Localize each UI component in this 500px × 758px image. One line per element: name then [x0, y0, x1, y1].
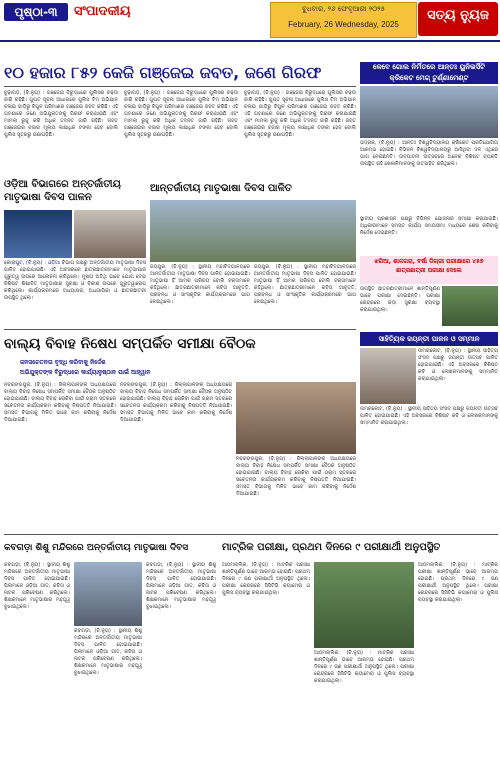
lead-headline: ୧୦ ହଜାର ୮୫୨ କେଜି ଗଞ୍ଜେଇ ଜବତ, ଜଣେ ଗିରଫ	[4, 63, 322, 82]
exam-centre-photo	[314, 562, 414, 648]
cultural-body-top: ଉମରକୋଟ, (ବି.ନ୍ୟୁ) : ସ୍ଥାନୀୟ ସାହିତ୍ୟ ସଂସଦ ପକ୍ଷରୁ ଜୟନ୍ତୀ ଉତ୍ସବ ପାଳିତ ହୋଇଯାଇଛି। ଏହି ଅବସରରେ ବିଶିଷ୍ଟ କବି ଓ ଲେଖକମାନଙ୍କୁ ସମ୍ମାନିତ କରାଯାଇଥିଲା।	[418, 348, 498, 382]
masthead	[0, 0, 500, 40]
divider	[4, 329, 356, 330]
date-box	[270, 2, 417, 38]
cultural-headline: ସାହିତ୍ୟିକ ଜୟନ୍ତୀ ପାଳନ ଓ ସମ୍ମାନ	[360, 332, 498, 346]
school-body-col2: କବଗଡ଼ା, (ବି.ନ୍ୟୁ) : ସ୍ଥାନୀୟ ଶିଶୁ ମନ୍ଦିରରେ ଅନ୍ତର୍ଜାତୀୟ ମାତୃଭାଷା ଦିବସ ପାଳିତ ହୋଇଯାଇଛି। ପିଲାମାନେ ଓଡ଼ିଆ ଗୀତ, କବିତା ଓ ନାଟକ ପରିବେଷଣ କରିଥିଲେ। ଶିକ୍ଷକମାନେ ମାତୃଭାଷାର ମହତ୍ତ୍ୱ ବୁଝାଇଥିଲେ।	[74, 628, 142, 676]
page-number-tab: ପୃଷ୍ଠା-୩	[4, 3, 68, 21]
exam-right-headline: ଝରିଆ, ଶାଳଗରା, ବର୍ଷା ଡିଗ୍ରୀ ପରୀକ୍ଷାରେ ୪୫୭ ଛାତ୍ରଛାତ୍ରୀ ପରୀକ୍ଷା ଦେଲେ	[374, 258, 484, 274]
lead-body-col2: ବୁଢ଼ାଗଡ଼, (ବି.ନ୍ୟୁ) : ଗଞ୍ଜେଇ ବିରୁଦ୍ଧରେ ପୁଲିସର ଚଢ଼ଉ ଜାରି ରହିଛି। ଗୁପ୍ତ ସୂଚନା ଆଧାରରେ ପୁଲିସ ଟିମ୍ ଅଭିଯାନ ଚଳାଇ ଗାଡ଼ିରୁ ବିପୁଳ ପରିମାଣର ଗଞ୍ଜେଇ ଜବତ କରିଛି। ଏହି ଘଟଣାରେ ଜଣେ ଅଭିଯୁକ୍ତଙ୍କୁ ଗିରଫ କରାଯାଇଛି ଏବଂ ମାମଲା ରୁଜୁ କରି ଅଧିକ ତଦନ୍ତ ଜାରି ରହିଛି। ଜବତ ଗଞ୍ଜେଇର ବଜାର ମୂଲ୍ୟ ଲକ୍ଷାଧିକ ଟଙ୍କା ହେବ ବୋଲି ପୁଲିସ ସୂତ୍ରରୁ ଜଣାପଡ଼ିଛି।	[124, 90, 238, 138]
lead-body-col3: ବୁଢ଼ାଗଡ଼, (ବି.ନ୍ୟୁ) : ଗଞ୍ଜେଇ ବିରୁଦ୍ଧରେ ପୁଲିସର ଚଢ଼ଉ ଜାରି ରହିଛି। ଗୁପ୍ତ ସୂଚନା ଆଧାରରେ ପୁଲିସ ଟିମ୍ ଅଭିଯାନ ଚଳାଇ ଗାଡ଼ିରୁ ବିପୁଳ ପରିମାଣର ଗଞ୍ଜେଇ ଜବତ କରିଛି। ଏହି ଘଟଣାରେ ଜଣେ ଅଭିଯୁକ୍ତଙ୍କୁ ଗିରଫ କରାଯାଇଛି ଏବଂ ମାମଲା ରୁଜୁ କରି ଅଧିକ ତଦନ୍ତ ଜାରି ରହିଛି। ଜବତ ଗଞ୍ଜେଇର ବଜାର ମୂଲ୍ୟ ଲକ୍ଷାଧିକ ଟଙ୍କା ହେବ ବୋଲି ପୁଲିସ ସୂତ୍ରରୁ ଜଣାପଡ଼ିଛି।	[244, 90, 356, 138]
right-top-body: ଭଦ୍ରକ, (ବି.ନ୍ୟୁ) : ଆନ୍ତଃ ବିଶ୍ୱବିଦ୍ୟାଳୟ କ୍ରିକେଟ ପ୍ରତିଯୋଗିତା ଆରମ୍ଭ ହୋଇଛି। ବିଭିନ୍ନ ବିଶ୍ୱବିଦ୍ୟାଳୟରୁ ଆସିଥିବା ଦଳ ଏଥିରେ ଭାଗ ନେଇଛନ୍ତି। ଉଦ୍‌ଘାଟନୀ ଉତ୍ସବରେ ଅନେକ ବିଶିଷ୍ଟ ବ୍ୟକ୍ତି ଉପସ୍ଥିତ ରହି ଖେଳାଳିମାନଙ୍କୁ ଉତ୍ସାହିତ କରିଥିଲେ।	[360, 140, 498, 167]
children-photo	[74, 562, 142, 626]
divider	[4, 534, 498, 535]
odia-dept-headline	[4, 178, 144, 206]
exam-right-headline-box	[360, 256, 498, 284]
date-english: February, 26 Wednesday, 2025	[288, 20, 399, 29]
intl-day-headline: ଆନ୍ତର୍ଜାତୀୟ ମାତୃଭାଷା ଦିବସ ପାଳିତ	[150, 183, 292, 194]
section-title: ସଂପାଦକୀୟ	[74, 4, 131, 19]
newspaper-logo	[418, 2, 498, 36]
school-headline: କବଗଡ଼ା ଶିଶୁ ମନ୍ଦିରରେ ଅନ୍ତର୍ଜାତୀୟ ମାତୃଭାଷା ଦିବସ	[4, 543, 189, 553]
mid-right-body: ସ୍ଥାନୀୟ ପ୍ରଶାସନ ପକ୍ଷରୁ ବିଭିନ୍ନ ଯୋଜନାର ସମୀକ୍ଷା କରାଯାଇଛି। ଅଧିକାରୀମାନେ ସମସ୍ତ କାର୍ଯ୍ୟ ସମୟସୀମା ମଧ୍ୟରେ ଶେଷ କରିବାକୁ ନିର୍ଦ୍ଦେଶ ଦେଇଛନ୍ତି।	[360, 216, 498, 236]
matric-body-col2: ଆଠମଲ୍ଲିକ, (ବି.ନ୍ୟୁ) : ମାଟ୍ରିକ ପରୀକ୍ଷା ଶାନ୍ତିପୂର୍ଣ୍ଣ ଭାବେ ଆରମ୍ଭ ହୋଇଛି। ପ୍ରଥମ ଦିନରେ ୯ ଜଣ ପରୀକ୍ଷାର୍ଥୀ ଅନୁପସ୍ଥିତ ଥିଲେ। ପରୀକ୍ଷା କେନ୍ଦ୍ରରେ ସିସିଟିଭି କ୍ୟାମେରା ଓ ପୁଲିସ ବ୍ୟବସ୍ଥା କରାଯାଇଥିଲା।	[314, 650, 414, 684]
audience-photo	[74, 210, 146, 258]
child-marriage-bullet-1: ଜନସଚେତନତା ବୃଦ୍ଧି କରିବାକୁ ନିର୍ଦ୍ଦେଶ	[20, 359, 106, 366]
school-body-col3: କବଗଡ଼ା, (ବି.ନ୍ୟୁ) : ସ୍ଥାନୀୟ ଶିଶୁ ମନ୍ଦିରରେ ଅନ୍ତର୍ଜାତୀୟ ମାତୃଭାଷା ଦିବସ ପାଳିତ ହୋଇଯାଇଛି। ପିଲାମାନେ ଓଡ଼ିଆ ଗୀତ, କବିତା ଓ ନାଟକ ପରିବେଷଣ କରିଥିଲେ। ଶିକ୍ଷକମାନେ ମାତୃଭାଷାର ମହତ୍ତ୍ୱ ବୁଝାଇଥିଲେ।	[146, 562, 216, 610]
divider	[4, 86, 356, 87]
assembly-photo	[150, 200, 356, 262]
child-marriage-bullet-2: ଅଭିଯୁକ୍ତଙ୍କ ବିରୁଦ୍ଧରେ କାର୍ଯ୍ୟାନୁଷ୍ଠାନ ପାଇଁ ଆହ୍ୱାନ	[20, 369, 151, 376]
matric-body-col3: ଆଠମଲ୍ଲିକ, (ବି.ନ୍ୟୁ) : ମାଟ୍ରିକ ପରୀକ୍ଷା ଶାନ୍ତିପୂର୍ଣ୍ଣ ଭାବେ ଆରମ୍ଭ ହୋଇଛି। ପ୍ରଥମ ଦିନରେ ୯ ଜଣ ପରୀକ୍ଷାର୍ଥୀ ଅନୁପସ୍ଥିତ ଥିଲେ। ପରୀକ୍ଷା କେନ୍ଦ୍ରରେ ସିସିଟିଭି କ୍ୟାମେରା ଓ ପୁଲିସ ବ୍ୟବସ୍ଥା କରାଯାଇଥିଲା।	[418, 562, 498, 603]
cultural-body: ଉମରକୋଟ, (ବି.ନ୍ୟୁ) : ସ୍ଥାନୀୟ ସାହିତ୍ୟ ସଂସଦ ପକ୍ଷରୁ ଜୟନ୍ତୀ ଉତ୍ସବ ପାଳିତ ହୋଇଯାଇଛି। ଏହି ଅବସରରେ ବିଶିଷ୍ଟ କବି ଓ ଲେଖକମାନଙ୍କୁ ସମ୍ମାନିତ କରାଯାଇଥିଲା।	[360, 406, 498, 426]
odia-dept-headline-line1: ଓଡ଼ିଆ ବିଭାଗରେ ଅନ୍ତର୍ଜାତୀୟ	[4, 179, 121, 190]
meeting-photo	[236, 382, 356, 454]
right-top-headline: କେବେ ଗୋଲ ନିର୍ମିତରେ ଆନ୍ତଃ ୟୁନିଭର୍ସିଟି କ୍ରିକେଟ ମେଗ୍ ଟୁର୍ଣ୍ଣାମେଣ୍ଟ	[360, 62, 498, 84]
child-marriage-body-col1: ନବରଙ୍ଗପୁର, (ବି.ନ୍ୟୁ) : ଜିଲ୍ଲାପାଳଙ୍କ ଅଧ୍ୟକ୍ଷତାରେ ବାଲ୍ୟ ବିବାହ ନିଷେଧ ସମ୍ପର୍କିତ ସମୀକ୍ଷା ବୈଠକ ଅନୁଷ୍ଠିତ ହୋଇଯାଇଛି। ବାଲ୍ୟ ବିବାହ ରୋକିବା ପାଇଁ ଗ୍ରାମ ସ୍ତରରେ ସଚେତନତା କାର୍ଯ୍ୟକ୍ରମ କରିବାକୁ ନିଷ୍ପତ୍ତି ନିଆଯାଇଛି। ସମସ୍ତ ବିଭାଗକୁ ମିଳିତ ଭାବେ କାମ କରିବାକୁ ନିର୍ଦ୍ଦେଶ ଦିଆଯାଇଛି।	[4, 382, 116, 423]
odia-dept-headline-line2: ମାତୃଭାଷା ଦିବସ ପାଳନ	[4, 192, 92, 203]
intl-day-body-col2: ଜୟପୁର, (ବି.ନ୍ୟୁ) : ସ୍ଥାନୀୟ ମହାବିଦ୍ୟାଳୟରେ ଆନ୍ତର୍ଜାତୀୟ ମାତୃଭାଷା ଦିବସ ପାଳିତ ହୋଇଯାଇଛି। ମାତୃଭାଷା ହିଁ ଆମର ପରିଚୟ ବୋଲି ବକ୍ତାମାନେ କହିଥିଲେ। ଛାତ୍ରଛାତ୍ରୀମାନେ କବିତା ଆବୃତ୍ତି, ପ୍ରବନ୍ଧ ଓ ସାଂସ୍କୃତିକ କାର୍ଯ୍ୟକ୍ରମରେ ଭାଗ ନେଇଥିଲେ।	[254, 264, 356, 305]
cricket-photo	[360, 86, 498, 138]
lead-body-col1: ବୁଢ଼ାଗଡ଼, (ବି.ନ୍ୟୁ) : ଗଞ୍ଜେଇ ବିରୁଦ୍ଧରେ ପୁଲିସର ଚଢ଼ଉ ଜାରି ରହିଛି। ଗୁପ୍ତ ସୂଚନା ଆଧାରରେ ପୁଲିସ ଟିମ୍ ଅଭିଯାନ ଚଳାଇ ଗାଡ଼ିରୁ ବିପୁଳ ପରିମାଣର ଗଞ୍ଜେଇ ଜବତ କରିଛି। ଏହି ଘଟଣାରେ ଜଣେ ଅଭିଯୁକ୍ତଙ୍କୁ ଗିରଫ କରାଯାଇଛି ଏବଂ ମାମଲା ରୁଜୁ କରି ଅଧିକ ତଦନ୍ତ ଜାରି ରହିଛି। ଜବତ ଗଞ୍ଜେଇର ବଜାର ମୂଲ୍ୟ ଲକ୍ଷାଧିକ ଟଙ୍କା ହେବ ବୋଲି ପୁଲିସ ସୂତ୍ରରୁ ଜଣାପଡ଼ିଛି।	[4, 90, 118, 138]
matric-body-col1: ଆଠମଲ୍ଲିକ, (ବି.ନ୍ୟୁ) : ମାଟ୍ରିକ ପରୀକ୍ଷା ଶାନ୍ତିପୂର୍ଣ୍ଣ ଭାବେ ଆରମ୍ଭ ହୋଇଛି। ପ୍ରଥମ ଦିନରେ ୯ ଜଣ ପରୀକ୍ଷାର୍ଥୀ ଅନୁପସ୍ଥିତ ଥିଲେ। ପରୀକ୍ଷା କେନ୍ଦ୍ରରେ ସିସିଟିଭି କ୍ୟାମେରା ଓ ପୁଲିସ ବ୍ୟବସ୍ଥା କରାଯାଇଥିଲା।	[222, 562, 310, 596]
exam-right-body: ଉପସ୍ଥିତ ଛାତ୍ରଛାତ୍ରୀମାନେ ଶାନ୍ତିପୂର୍ଣ୍ଣ ଭାବେ ପରୀକ୍ଷା ଦେଇଛନ୍ତି। ପରୀକ୍ଷା କେନ୍ଦ୍ରରେ କଡ଼ା ସୁରକ୍ଷା ବ୍ୟବସ୍ଥା କରାଯାଇଥିଲା।	[360, 286, 440, 313]
child-marriage-body-col2: ନବରଙ୍ଗପୁର, (ବି.ନ୍ୟୁ) : ଜିଲ୍ଲାପାଳଙ୍କ ଅଧ୍ୟକ୍ଷତାରେ ବାଲ୍ୟ ବିବାହ ନିଷେଧ ସମ୍ପର୍କିତ ସମୀକ୍ଷା ବୈଠକ ଅନୁଷ୍ଠିତ ହୋଇଯାଇଛି। ବାଲ୍ୟ ବିବାହ ରୋକିବା ପାଇଁ ଗ୍ରାମ ସ୍ତରରେ ସଚେତନତା କାର୍ଯ୍ୟକ୍ରମ କରିବାକୁ ନିଷ୍ପତ୍ତି ନିଆଯାଇଛି। ସମସ୍ତ ବିଭାଗକୁ ମିଳିତ ଭାବେ କାମ କରିବାକୁ ନିର୍ଦ୍ଦେଶ ଦିଆଯାଇଛି।	[120, 382, 232, 423]
date-odia: ବୁଧବାର, ୨୬ ଫେବୃଆରୀ ୨୦୨୫	[302, 5, 385, 13]
exam-photo	[442, 286, 498, 326]
child-marriage-body-col3: ନବରଙ୍ଗପୁର, (ବି.ନ୍ୟୁ) : ଜିଲ୍ଲାପାଳଙ୍କ ଅଧ୍ୟକ୍ଷତାରେ ବାଲ୍ୟ ବିବାହ ନିଷେଧ ସମ୍ପର୍କିତ ସମୀକ୍ଷା ବୈଠକ ଅନୁଷ୍ଠିତ ହୋଇଯାଇଛି। ବାଲ୍ୟ ବିବାହ ରୋକିବା ପାଇଁ ଗ୍ରାମ ସ୍ତରରେ ସଚେତନତା କାର୍ଯ୍ୟକ୍ରମ କରିବାକୁ ନିଷ୍ପତ୍ତି ନିଆଯାଇଛି। ସମସ୍ତ ବିଭାଗକୁ ମିଳିତ ଭାବେ କାମ କରିବାକୁ ନିର୍ଦ୍ଦେଶ ଦିଆଯାଇଛି।	[236, 456, 356, 497]
school-body-col1: କବଗଡ଼ା, (ବି.ନ୍ୟୁ) : ସ୍ଥାନୀୟ ଶିଶୁ ମନ୍ଦିରରେ ଅନ୍ତର୍ଜାତୀୟ ମାତୃଭାଷା ଦିବସ ପାଳିତ ହୋଇଯାଇଛି। ପିଲାମାନେ ଓଡ଼ିଆ ଗୀତ, କବିତା ଓ ନାଟକ ପରିବେଷଣ କରିଥିଲେ। ଶିକ୍ଷକମାନେ ମାତୃଭାଷାର ମହତ୍ତ୍ୱ ବୁଝାଇଥିଲେ।	[4, 562, 70, 610]
cultural-photo	[360, 348, 416, 404]
matric-headline: ମାଟ୍ରିକ ପରୀକ୍ଷା, ପ୍ରଥମ ଦିନରେ ୯ ପରୀକ୍ଷାର୍ଥୀ ଅନୁପସ୍ଥିତ	[222, 542, 441, 553]
masthead-rule	[0, 40, 500, 42]
odia-dept-body: କୋରାପୁଟ, (ବି.ନ୍ୟୁ) : ଓଡ଼ିଆ ବିଭାଗ ପକ୍ଷରୁ ଅନ୍ତର୍ଜାତୀୟ ମାତୃଭାଷା ଦିବସ ପାଳିତ ହୋଇଯାଇଛି। ଏହି ଅବସରରେ ଛାତ୍ରଛାତ୍ରୀମାନେ ମାତୃଭାଷାର ଗୁରୁତ୍ୱ ଉପରେ ଆଲୋଚନା କରିଥିଲେ। ମୁଖ୍ୟ ଅତିଥି ଭାବେ ଯୋଗ ଦେଇ ବିଶିଷ୍ଟ ଶିକ୍ଷାବିତ୍ ମାତୃଭାଷାର ସୁରକ୍ଷା ଓ ବିକାଶ ଉପରେ ଗୁରୁତ୍ୱାରୋପ କରିଥିଲେ। କାର୍ଯ୍ୟକ୍ରମରେ ଅଧ୍ୟାପକ, ଅଧ୍ୟାପିକା ଓ ଛାତ୍ରଛାତ୍ରୀ ଉପସ୍ଥିତ ଥିଲେ।	[4, 260, 146, 301]
intl-day-body-col1: ଜୟପୁର, (ବି.ନ୍ୟୁ) : ସ୍ଥାନୀୟ ମହାବିଦ୍ୟାଳୟରେ ଆନ୍ତର୍ଜାତୀୟ ମାତୃଭାଷା ଦିବସ ପାଳିତ ହୋଇଯାଇଛି। ମାତୃଭାଷା ହିଁ ଆମର ପରିଚୟ ବୋଲି ବକ୍ତାମାନେ କହିଥିଲେ। ଛାତ୍ରଛାତ୍ରୀମାନେ କବିତା ଆବୃତ୍ତି, ପ୍ରବନ୍ଧ ଓ ସାଂସ୍କୃତିକ କାର୍ଯ୍ୟକ୍ରମରେ ଭାଗ ନେଇଥିଲେ।	[150, 264, 250, 305]
logo-text: ସତ୍ୟ ନ୍ୟୁଜ	[427, 8, 489, 23]
stage-photo	[4, 210, 72, 258]
child-marriage-headline: ବାଲ୍ୟ ବିବାହ ନିଷେଧ ସମ୍ପର୍କିତ ସମୀକ୍ଷା ବୈଠକ	[4, 336, 256, 352]
